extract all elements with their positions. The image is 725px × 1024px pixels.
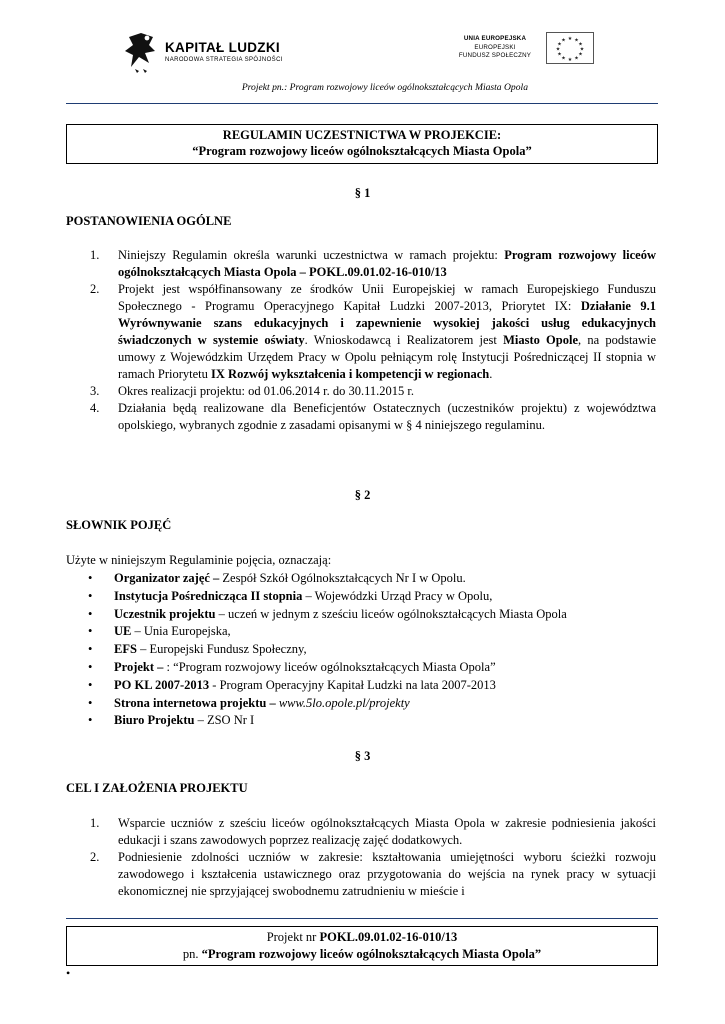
list-text: Projekt jest współfinansowany ze środków Unii Europejskiej w ramach Europejskiego Funduszu Społecznego - Programu Operacyjnego Kapitał Ludzki 2007-2013, Priorytet IX: — [118, 282, 656, 313]
section2-heading: SŁOWNIK POJĘĆ — [66, 518, 172, 532]
term-definition: – Wojewódzki Urząd Pracy w Opolu, — [302, 588, 493, 603]
header-divider — [66, 103, 658, 104]
ue-line2: EUROPEJSKI — [474, 43, 516, 51]
list-bold-text: IX Rozwój wykształcenia i kompetencji w regionach — [211, 367, 490, 381]
term: Biuro Projektu — [114, 713, 195, 728]
section1-heading: POSTANOWIENIA OGÓLNE — [66, 214, 232, 228]
bullet-icon: • — [88, 677, 93, 692]
list-item — [86, 570, 656, 588]
list-text: Wsparcie uczniów z sześciu liceów ogólnokształcących Miasta Opola w zakresie podniesienia jakości edukacji i szans zawodowych poprzez realizację zajęć dodatkowych. — [118, 816, 656, 847]
list-item — [86, 695, 656, 713]
kapital-ludzki-logo — [123, 28, 283, 74]
bullet-icon: • — [88, 571, 93, 585]
svg-text:★: ★ — [579, 46, 585, 53]
kapital-ludzki-title: KAPITAŁ LUDZKI — [165, 39, 280, 55]
list-number: 1. — [90, 816, 100, 830]
section2-intro: Użyte w niniejszym Regulaminie pojęcia, oznaczają: — [66, 553, 332, 567]
list-text: , na podstawie umowy z Wojewódzkim Urzędem Pracy w Opolu pełniącym rolę Instytucji Pośredniczącej II stopnia w ramach Priorytetu — [118, 333, 657, 381]
bullet-icon: • — [88, 713, 93, 728]
svg-text:★: ★ — [578, 41, 583, 48]
list-item — [86, 659, 656, 677]
document-title-line2: “Program rozwojowy liceów ogólnokształcących Miasta Opola” — [192, 144, 532, 158]
definitions-list — [86, 570, 656, 730]
list-number: 3. — [90, 384, 100, 398]
term: PO KL 2007-2013 — [114, 677, 210, 692]
section3-list — [84, 815, 656, 900]
svg-text:★: ★ — [561, 55, 566, 62]
term-definition: – Unia Europejska, — [131, 624, 231, 639]
list-number: 2. — [90, 282, 100, 296]
term: EFS — [114, 642, 137, 657]
term: Instytucja Pośrednicząca II stopnia — [114, 588, 303, 603]
section2-symbol: § 2 — [354, 488, 371, 502]
list-number: 2. — [90, 850, 100, 864]
list-number: 4. — [90, 401, 100, 415]
list-text: . Wnioskodawcą i Realizatorem jest — [304, 333, 504, 347]
list-text: Podniesienie zdolności uczniów w zakresie: kształtowania umiejętności wyboru ścieżki rozwoju zawodowego i kształcenia ustawicznego oraz przygotowania do wejścia na rynek pracy w sytuacji ekonomicznej nie sprzyjającej swobodnemu zatrudnieniu w mieście i — [118, 850, 656, 898]
section3-heading: CEL I ZAŁOŻENIA PROJEKTU — [66, 781, 248, 795]
ue-efs-logo — [450, 30, 594, 66]
term-definition: - Program Operacyjny Kapitał Ludzki na lata 2007-2013 — [209, 677, 496, 692]
list-item — [86, 641, 656, 659]
list-bold-text: Działanie 9.1 Wyrównywanie szans edukacyjnych i zapewnienie wysokiej jakości usług edukacyjnych świadczonych w systemie oświaty — [118, 299, 656, 347]
term-definition: : “Program rozwojowy liceów ogólnokształcących Miasta Opola” — [163, 659, 496, 674]
footer-project-number: POKL.09.01.02-16-010/13 — [319, 930, 458, 944]
bullet-icon: • — [88, 606, 93, 621]
svg-text:★: ★ — [561, 37, 566, 44]
footer-line1-prefix: Projekt nr — [266, 930, 320, 944]
footer-divider — [66, 918, 658, 919]
list-item — [84, 815, 656, 849]
list-number: 1. — [90, 248, 100, 262]
term-definition: Zespół Szkół Ogólnokształcących Nr I w Opolu. — [219, 571, 466, 585]
list-text: Działania będą realizowane dla Beneficjentów Ostatecznych (uczestników projektu) z województwa opolskiego, wybranych zgodnie z zasadami opisanymi w § 4 niniejszego regulaminu. — [118, 401, 656, 432]
term: UE — [114, 624, 132, 639]
bullet-icon: • — [88, 642, 93, 657]
list-text: . — [489, 367, 493, 381]
section3-symbol: § 3 — [354, 749, 371, 763]
svg-text:★: ★ — [574, 55, 579, 62]
list-item — [86, 606, 656, 624]
list-bold-text: Miasto Opole — [503, 333, 579, 347]
bullet-icon: • — [88, 659, 93, 674]
list-item — [86, 677, 656, 695]
list-item — [84, 247, 656, 281]
kapital-ludzki-emblem-icon — [123, 29, 159, 73]
list-item — [86, 588, 656, 606]
footer-project-name: “Program rozwojowy liceów ogólnokształcących Miasta Opola” — [201, 947, 542, 961]
header-caption: Projekt pn.: Program rozwojowy liceów ogólnokształcących Miasta Opola — [241, 82, 528, 93]
eu-flag-icon — [546, 32, 594, 64]
term-definition: – ZSO Nr I — [194, 713, 255, 728]
term: Projekt – — [114, 659, 164, 674]
svg-text:★: ★ — [555, 46, 561, 53]
project-website-link[interactable]: www.5lo.opole.pl/projekty — [278, 695, 410, 710]
list-item — [86, 623, 656, 641]
footer-bullet-icon: • — [66, 966, 71, 980]
kapital-ludzki-subtitle: NARODOWA STRATEGIA SPÓJNOŚCI — [165, 56, 283, 63]
list-item — [84, 400, 656, 434]
svg-text:★: ★ — [567, 36, 573, 42]
document-title-box — [66, 124, 658, 164]
list-item — [84, 281, 656, 383]
svg-text:★: ★ — [567, 57, 573, 63]
term: Uczestnik projektu — [114, 606, 216, 621]
term-definition: – uczeń w jednym z sześciu liceów ogólnokształcących Miasta Opola — [215, 606, 567, 621]
bullet-icon: • — [88, 588, 93, 603]
ue-line3: FUNDUSZ SPOŁECZNY — [458, 52, 532, 60]
svg-text:★: ★ — [557, 41, 562, 48]
list-item — [84, 383, 656, 400]
footer-line2-prefix: pn. — [182, 947, 202, 961]
svg-text:★: ★ — [578, 51, 583, 58]
term: Strona internetowa projektu – — [114, 695, 276, 710]
list-text: Niniejszy Regulamin określa warunki uczestnictwa w ramach projektu: — [118, 248, 505, 262]
term-definition: – Europejski Fundusz Społeczny, — [136, 642, 307, 657]
term: Organizator zajęć – — [114, 571, 220, 585]
list-item — [84, 849, 656, 900]
ue-line1: UNIA EUROPEJSKA — [463, 35, 527, 43]
list-text: Okres realizacji projektu: od 01.06.2014 r. do 30.11.2015 r. — [118, 384, 415, 398]
section1-symbol: § 1 — [354, 186, 371, 200]
list-item — [86, 712, 656, 730]
svg-text:★: ★ — [557, 51, 562, 58]
footer-box — [66, 926, 658, 966]
section1-list — [84, 247, 656, 434]
svg-text:★: ★ — [574, 37, 579, 44]
document-title-line1: REGULAMIN UCZESTNICTWA W PROJEKCIE: — [222, 128, 502, 142]
list-bold-text: Program rozwojowy liceów ogólnokształcących Miasta Opola – POKL.09.01.02-16-010/13 — [118, 248, 656, 279]
bullet-icon: • — [88, 624, 93, 639]
bullet-icon: • — [88, 695, 93, 710]
